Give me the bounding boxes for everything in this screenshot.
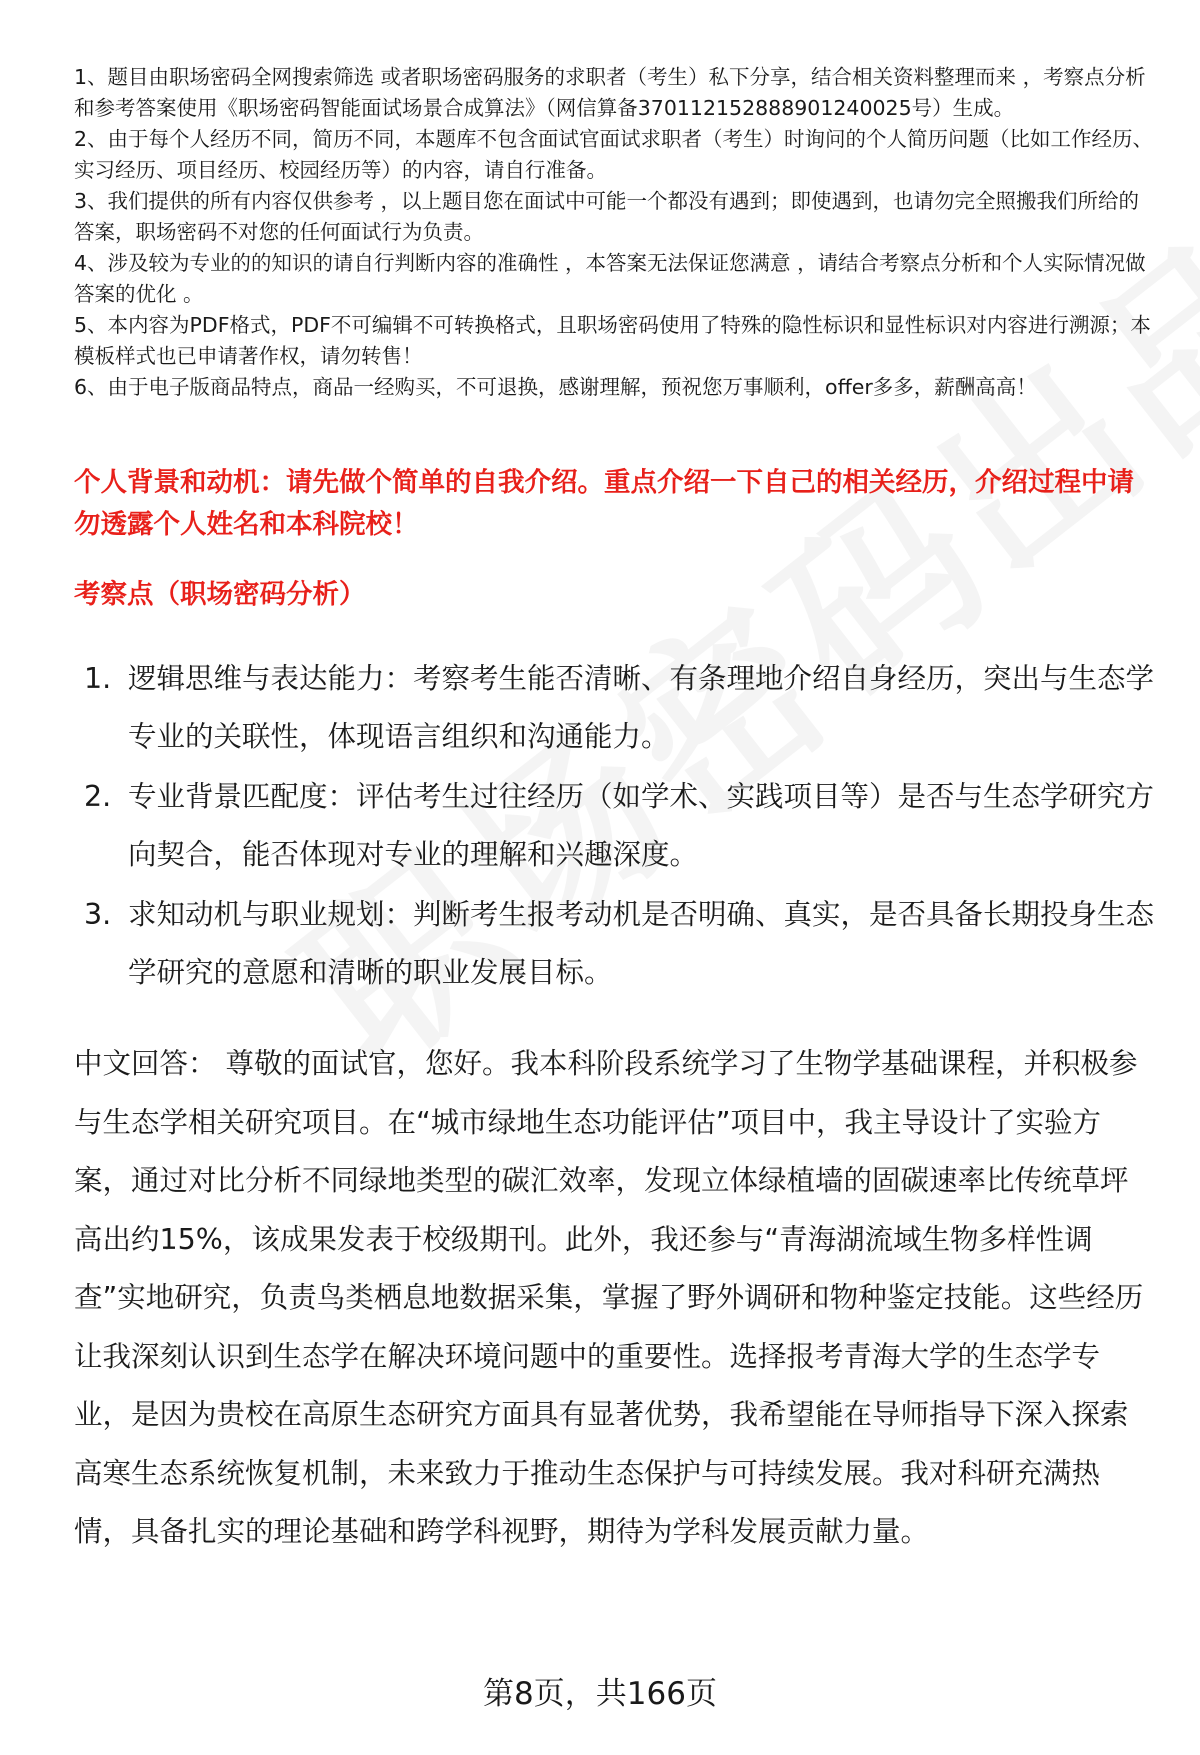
interview-question: 个人背景和动机：请先做个简单的自我介绍。重点介绍一下自己的相关经历，介绍过程中请勿透露个人姓名和本科院校！ <box>74 467 1134 540</box>
point-number: 2. <box>84 780 112 813</box>
note-item: 1、题目由职场密码全网搜索筛选 或者职场密码服务的求职者（考生）私下分享，结合相关资料整理而来 ，考察点分析和参考答案使用《职场密码智能面试场景合成算法》（网信算备370112152888901240025号）生成。 <box>74 65 1146 120</box>
disclaimer-notes <box>74 62 1154 403</box>
note-item: 3、我们提供的所有内容仅供参考 ，以上题目您在面试中可能一个都没有遇到；即使遇到，也请勿完全照搬我们所给的答案，职场密码不对您的任何面试行为负责。 <box>74 189 1140 244</box>
analysis-point <box>74 768 1154 884</box>
note-item: 2、由于每个人经历不同，简历不同，本题库不包含面试官面试求职者（考生）时询问的个人简历问题（比如工作经历、实习经历、项目经历、校园经历等）的内容，请自行准备。 <box>74 127 1154 182</box>
analysis-point <box>74 650 1154 766</box>
analysis-section-title: 考察点（职场密码分析） <box>74 579 366 610</box>
analysis-point <box>74 886 1154 1002</box>
page-number: 第8页，共166页 <box>483 1676 717 1712</box>
note-item: 4、涉及较为专业的的知识的请自行判断内容的准确性 ，本答案无法保证您满意 ，请结合考察点分析和个人实际情况做答案的优化 。 <box>74 251 1146 306</box>
note-item: 5、本内容为PDF格式，PDF不可编辑不可转换格式，且职场密码使用了特殊的隐性标识和显性标识对内容进行溯源；本模板样式也已申请著作权，请勿转售！ <box>74 313 1151 368</box>
point-number: 3. <box>84 898 112 931</box>
point-text: 逻辑思维与表达能力：考察考生能否清晰、有条理地介绍自身经历，突出与生态学专业的关联性，体现语言组织和沟通能力。 <box>128 662 1155 753</box>
note-item: 6、由于电子版商品特点，商品一经购买，不可退换，感谢理解，预祝您万事顺利，offer多多，薪酬高高！ <box>74 375 1037 399</box>
analysis-points-list <box>74 650 1154 1004</box>
point-number: 1. <box>84 662 112 695</box>
point-text: 专业背景匹配度：评估考生过往经历（如学术、实践项目等）是否与生态学研究方向契合，能否体现对专业的理解和兴趣深度。 <box>128 780 1155 871</box>
answer-text: 中文回答： 尊敬的面试官，您好。我本科阶段系统学习了生物学基础课程，并积极参与生态学相关研究项目。在“城市绿地生态功能评估”项目中，我主导设计了实验方案，通过对比分析不同绿地类型的碳汇效率，发现立体绿植墙的固碳速率比传统草坪高出约15%，该成果发表于校级期刊。此外，我还参与“青海湖流域生物多样性调查”实地研究，负责鸟类栖息地数据采集，掌握了野外调研和物种鉴定技能。这些经历让我深刻认识到生态学在解决环境问题中的重要性。选择报考青海大学的生态学专业，是因为贵校在高原生态研究方面具有显著优势，我希望能在导师指导下深入探索高寒生态系统恢复机制，未来致力于推动生态保护与可持续发展。我对科研充满热情，具备扎实的理论基础和跨学科视野，期待为学科发展贡献力量。 <box>74 1047 1144 1548</box>
point-text: 求知动机与职业规划：判断考生报考动机是否明确、真实，是否具备长期投身生态学研究的意愿和清晰的职业发展目标。 <box>128 898 1155 989</box>
